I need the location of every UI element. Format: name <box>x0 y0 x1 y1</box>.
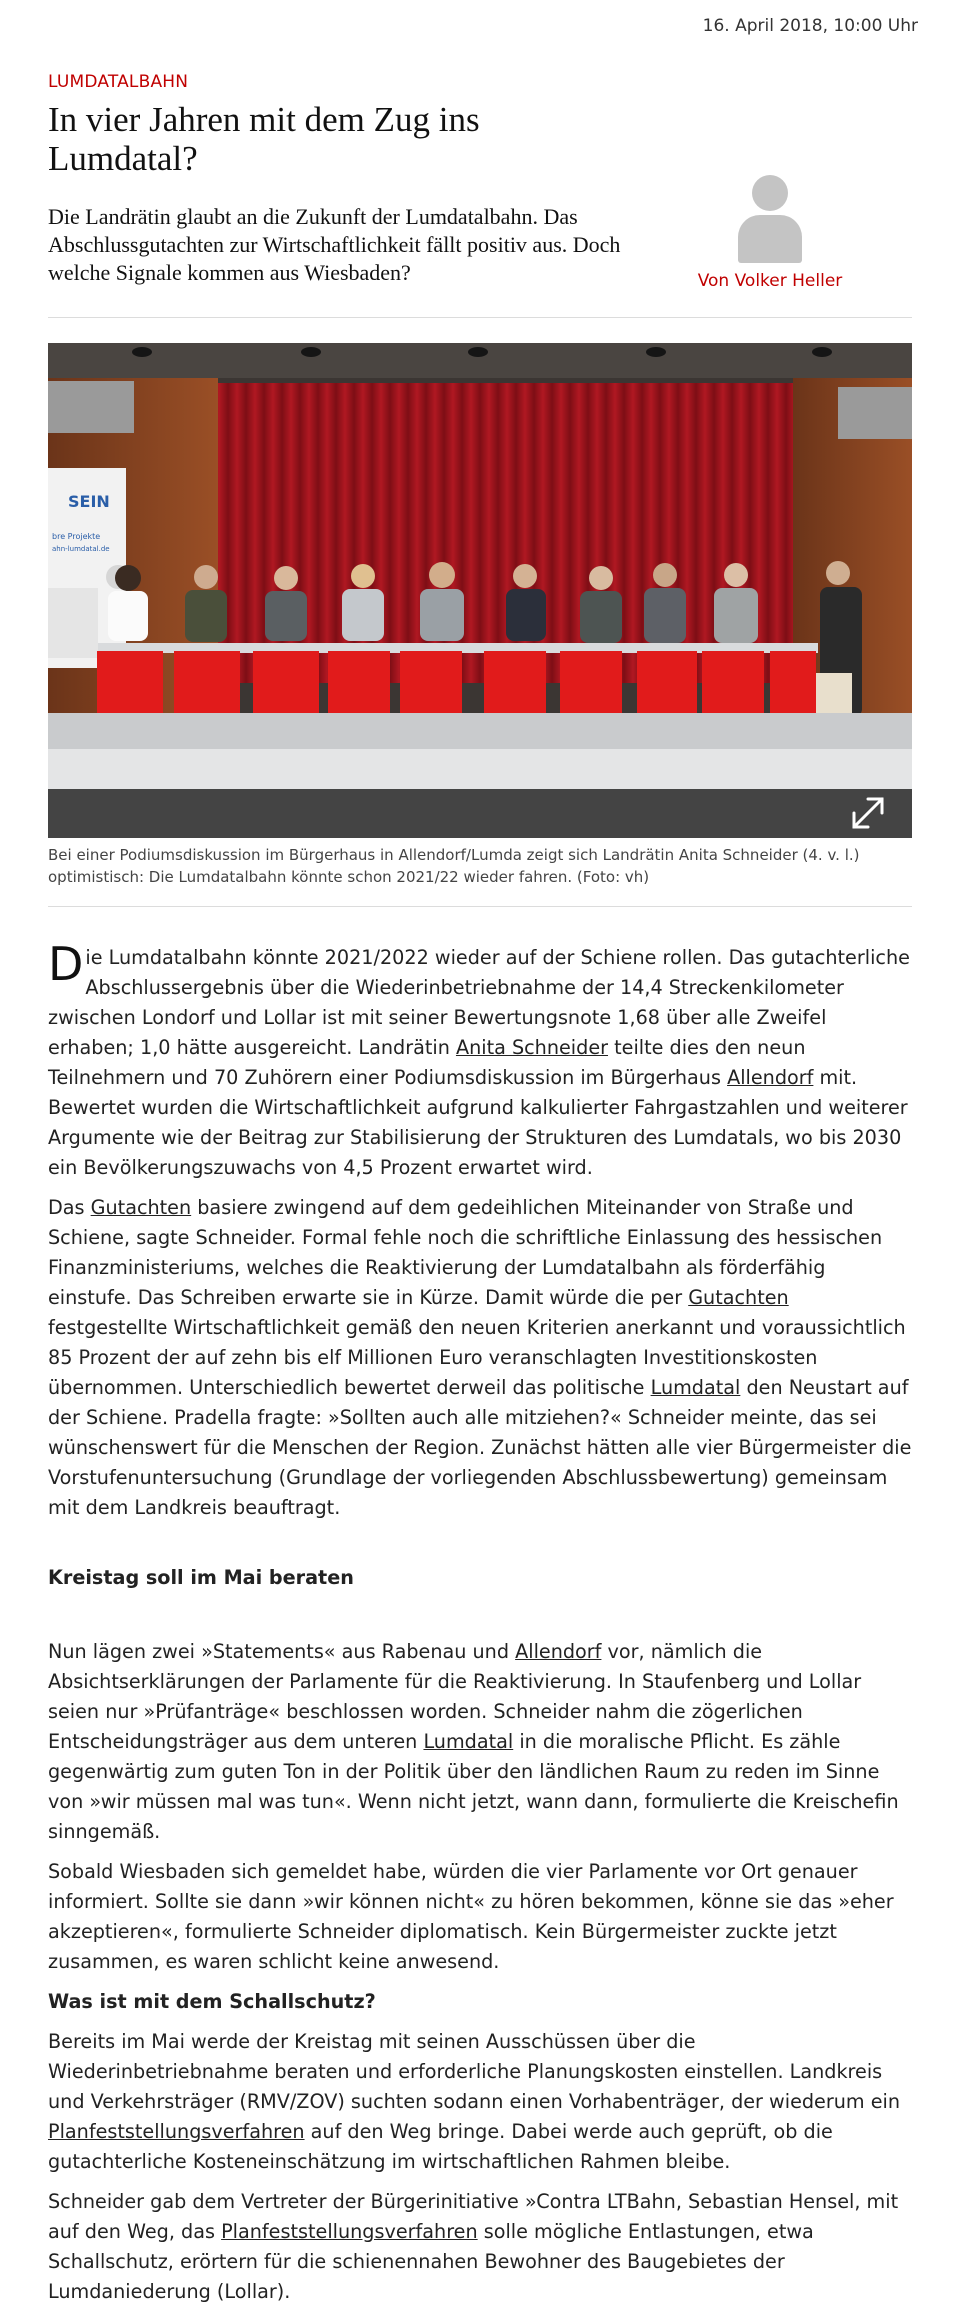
divider <box>48 906 912 907</box>
subheading: Was ist mit dem Schallschutz? <box>48 1990 376 2013</box>
link-planfeststellungsverfahren[interactable]: Planfeststellungsverfahren <box>221 2220 478 2243</box>
link-allendorf[interactable]: Allendorf <box>515 1640 602 1663</box>
banner-url: ahn-lumdatal.de <box>52 545 110 553</box>
link-planfeststellungsverfahren[interactable]: Planfeststellungsverfahren <box>48 2120 305 2143</box>
text: Das <box>48 1196 91 1219</box>
article-body <box>48 937 912 2317</box>
user-avatar-icon <box>734 175 806 263</box>
text: Nun lägen zwei »Statements« aus Rabenau und <box>48 1640 516 1663</box>
article-title: In vier Jahren mit dem Zug ins Lumdatal? <box>48 100 480 178</box>
author-link[interactable]: Von Volker Heller <box>697 271 843 291</box>
topic-kicker[interactable]: LUMDATALBAHN <box>48 72 189 92</box>
podium-photo-graphic <box>48 343 912 838</box>
text: solle mögliche Entlastungen, etwa Schallschutz, erörtern für die schienennahen Bewohner des Baugebietes der Lumdaniederung (Lollar). <box>48 2220 814 2303</box>
banner-sub: bre Projekte <box>52 532 101 541</box>
paragraph <box>48 2187 912 2307</box>
text: vor, nämlich die Absichtserklärungen der Parlamente für die Reaktivierung. In Staufenberg und Lollar seien nur »Prüfanträge« beschlossen worden. Schneider nahm die zögerlichen Entscheidungsträger aus dem unteren <box>48 1640 862 1753</box>
text: festgestellte Wirtschaftlichkeit gemäß den neuen Kriterien anerkannt und voraussichtlich 85 Prozent der auf zehn bis elf Millionen Euro veranschlagten Investitionskosten übernommen. Unterschiedlich bewertet derweil das politische <box>48 1316 906 1399</box>
text: den Neustart auf der Schiene. Pradella fragte: »Sollten auch alle mitziehen?« Schneider meinte, das sei wünschenswert für die Menschen der Region. Zunächst hätten alle vier Bürgermeister die Vorstufenuntersuchung (Grundlage der vorliegenden Abschlussbewertung) gemeinsam mit dem Landkreis beauftragt. <box>48 1376 912 1519</box>
text: basiere zwingend auf dem gedeihlichen Miteinander von Straße und Schiene, sagte Schneider. Formal fehle noch die schriftliche Einlassung des hessischen Finanzministeriums, welches die Reaktivierung der Lumdatalbahn als förderfähig einstufe. Das Schreiben erwarte sie in Kürze. Damit würde die per <box>48 1196 883 1309</box>
article-teaser: Die Landrätin glaubt an die Zukunft der Lumdatalbahn. Das Abschlussgutachten zur Wirtschaftlichkeit fällt positiv aus. Doch welche Signale kommen aus Wiesbaden? <box>48 204 621 285</box>
paragraph <box>48 1193 912 1523</box>
text: mit. Bewertet wurden die Wirtschaftlichkeit aufgrund kalkulierter Fahrgastzahlen und weiterer Argumente wie der Beitrag zur Stabilisierung der Strukturen des Lumdatals, wo bis 2030 ein Bevölkerungszuwachs von 4,5 Prozent erwartet wird. <box>48 1066 908 1179</box>
paragraph: Sobald Wiesbaden sich gemeldet habe, würden die vier Parlamente vor Ort genauer informiert. Sollte sie dann »wir können nicht« zu hören bekommen, könne sie das »eher akzeptieren«, formulierte Schneider diplomatisch. Kein Bürgermeister zuckte jetzt zusammen, es waren schlicht keine anwesend. <box>48 1860 894 1973</box>
dropcap: D <box>48 937 84 991</box>
divider <box>48 317 912 318</box>
text: Bereits im Mai werde der Kreistag mit seinen Ausschüssen über die Wiederinbetriebnahme beraten und erforderliche Planungskosten einstellen. Landkreis und Verkehrsträger (RMV/ZOV) suchten sodann einen Vorhabenträger, der wiederum ein <box>48 2030 900 2113</box>
link-gutachten[interactable]: Gutachten <box>688 1286 789 1309</box>
paragraph <box>48 1637 912 1847</box>
photo-caption: Bei einer Podiumsdiskussion im Bürgerhaus in Allendorf/Lumda zeigt sich Landrätin Anita Schneider (4. v. l.) optimistisch: Die Lumdatalbahn könnte schon 2021/22 wieder fahren. (Foto: vh) <box>48 846 860 886</box>
red-cubes <box>97 651 816 713</box>
paragraph <box>48 2027 912 2177</box>
author-box <box>690 175 850 291</box>
link-anita-schneider[interactable]: Anita Schneider <box>455 1036 609 1059</box>
text: teilte dies den neun Teilnehmern und 70 Zuhörern einer Podiumsdiskussion im Bürgerhaus <box>48 1036 806 1089</box>
publish-date: 16. April 2018, 10:00 Uhr <box>702 16 918 36</box>
text: Schneider gab dem Vertreter der Bürgerinitiative »Contra LTBahn, Sebastian Hensel, mit auf den Weg, das <box>48 2190 899 2243</box>
article-photo[interactable] <box>48 343 912 838</box>
link-lumdatal[interactable]: Lumdatal <box>423 1730 514 1753</box>
banner-text: SEIN <box>68 492 110 511</box>
text: in die moralische Pflicht. Es zähle gegenwärtig zum guten Ton in der Politik über den ländlichen Raum zu reden im Sinne von »wir müssen mal was tun«. Wenn nicht jetzt, wann dann, formulierte die Kreischefin sinngemäß. <box>48 1730 899 1843</box>
text: ie Lumdatalbahn könnte 2021/2022 wieder auf der Schiene rollen. Das gutachterliche Abschlussergebnis über die Wiederinbetriebnahme der 14,4 Streckenkilometer zwischen Londorf und Lollar ist mit seiner Bewertungsnote 1,68 über alle Zweifel erhaben; 1,0 hätte ausgereicht. Landrätin <box>48 946 910 1059</box>
link-allendorf[interactable]: Allendorf <box>727 1066 814 1089</box>
paragraph <box>48 937 912 1183</box>
subheading: Kreistag soll im Mai beraten <box>48 1566 354 1589</box>
link-gutachten[interactable]: Gutachten <box>90 1196 192 1219</box>
link-lumdatal[interactable]: Lumdatal <box>650 1376 741 1399</box>
text: auf den Weg bringe. Dabei werde auch geprüft, ob die gutachterliche Kosteneinschätzung im wirtschaftlichen Rahmen bleibe. <box>48 2120 833 2173</box>
